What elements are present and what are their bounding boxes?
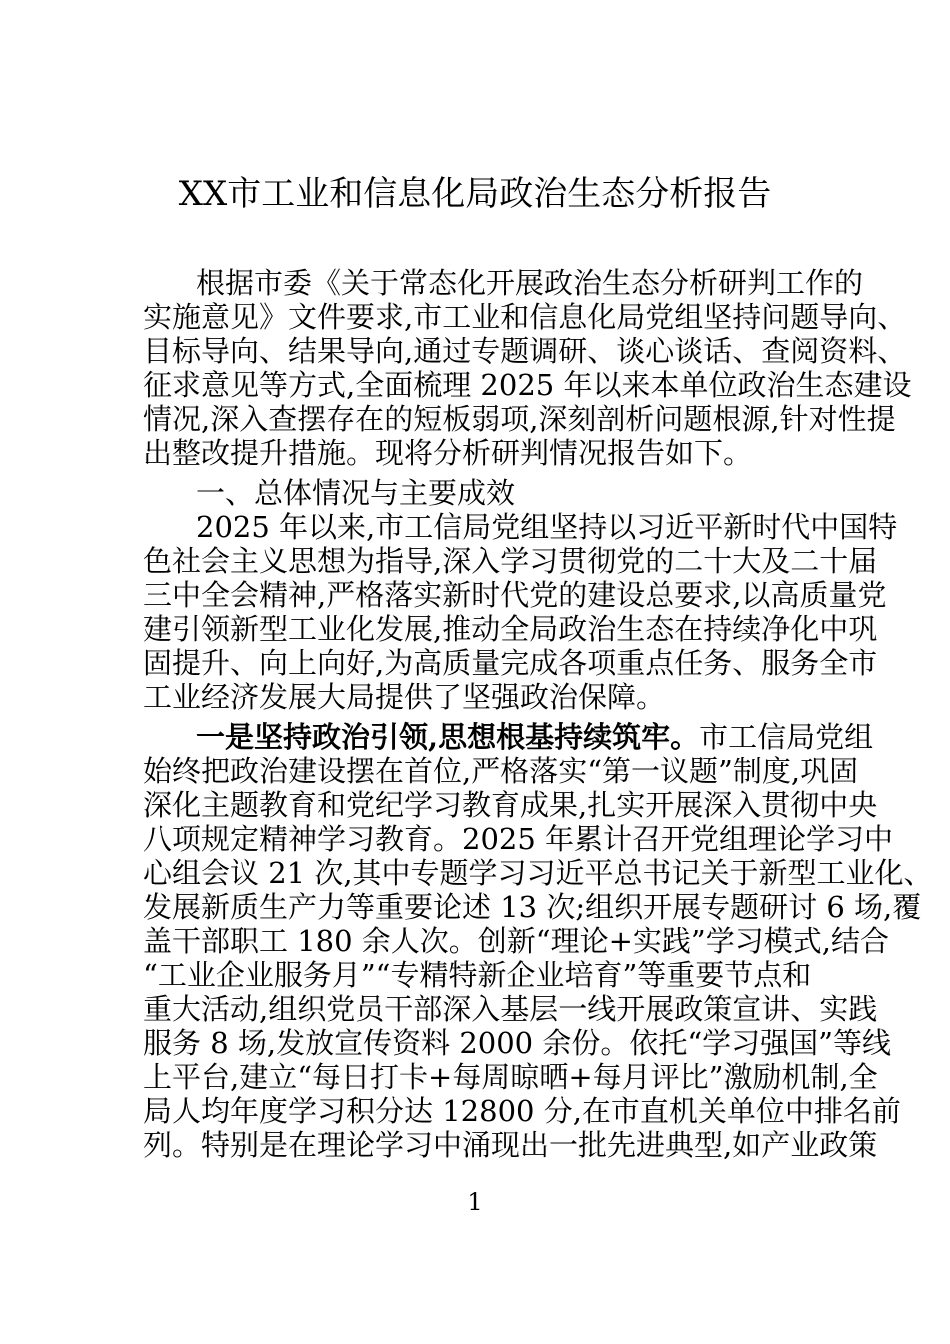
text-line: 局人均年度学习积分达 12800 分,在市直机关单位中排名前 bbox=[143, 1094, 901, 1128]
text-line: “工业企业服务月”“专精特新企业培育”等重要节点和 bbox=[143, 958, 812, 992]
text-line: 重大活动,组织党员干部深入基层一线开展政策宣讲、实践 bbox=[143, 992, 878, 1026]
text-line: 情况,深入查摆存在的短板弱项,深刻剖析问题根源,针对性提 bbox=[143, 402, 896, 436]
text-line: 始终把政治建设摆在首位,严格落实“第一议题”制度,巩固 bbox=[143, 754, 859, 788]
paragraph-political-leadership bbox=[143, 720, 933, 1162]
document-title: XX市工业和信息化局政治生态分析报告 bbox=[178, 174, 772, 214]
text-line: 根据市委《关于常态化开展政治生态分析研判工作的 bbox=[196, 266, 864, 300]
paragraph-overview bbox=[143, 510, 898, 714]
section-heading: 一、总体情况与主要成效 bbox=[196, 476, 516, 510]
page-number: 1 bbox=[467, 1188, 483, 1216]
text-line: 深化主题教育和党纪学习教育成果,扎实开展深入贯彻中央 bbox=[143, 788, 878, 822]
text-line: 征求意见等方式,全面梳理 2025 年以来本单位政治生态建设 bbox=[143, 368, 912, 402]
text-line: 列。特别是在理论学习中涌现出一批先进典型,如产业政策 bbox=[143, 1128, 878, 1162]
text-segment: 市工信局党组 bbox=[699, 720, 874, 754]
text-line: 目标导向、结果导向,通过专题调研、谈心谈话、查阅资料、 bbox=[143, 334, 907, 368]
text-line: 2025 年以来,市工信局党组坚持以习近平新时代中国特 bbox=[196, 510, 898, 544]
text-line: 固提升、向上向好,为高质量完成各项重点任务、服务全市 bbox=[143, 646, 878, 680]
text-line: 八项规定精神学习教育。2025 年累计召开党组理论学习中 bbox=[143, 822, 894, 856]
text-line: 服务 8 场,发放宣传资料 2000 余份。依托“学习强国”等线 bbox=[143, 1026, 891, 1060]
text-line: 盖干部职工 180 余人次。创新“理论+实践”学习模式,结合 bbox=[143, 924, 889, 958]
text-line: 心组会议 21 次,其中专题学习习近平总书记关于新型工业化、 bbox=[143, 856, 933, 890]
bold-lead-sentence: 一是坚持政治引领,思想根基持续筑牢。 bbox=[196, 720, 700, 754]
document-body bbox=[143, 266, 933, 1162]
text-line: 出整改提升措施。现将分析研判情况报告如下。 bbox=[143, 436, 753, 470]
text-line: 发展新质生产力等重要论述 13 次;组织开展专题研讨 6 场,覆 bbox=[143, 890, 922, 924]
text-line: 三中全会精神,严格落实新时代党的建设总要求,以高质量党 bbox=[143, 578, 887, 612]
text-line bbox=[143, 720, 874, 754]
text-line: 工业经济发展大局提供了坚强政治保障。 bbox=[143, 680, 666, 714]
text-line: 实施意见》文件要求,市工业和信息化局党组坚持问题导向、 bbox=[143, 300, 907, 334]
text-line: 建引领新型工业化发展,推动全局政治生态在持续净化中巩 bbox=[143, 612, 878, 646]
text-line: 色社会主义思想为指导,深入学习贯彻党的二十大及二十届 bbox=[143, 544, 878, 578]
text-line: 上平台,建立“每日打卡+每周晾晒+每月评比”激励机制,全 bbox=[143, 1060, 878, 1094]
paragraph-intro bbox=[143, 266, 912, 470]
